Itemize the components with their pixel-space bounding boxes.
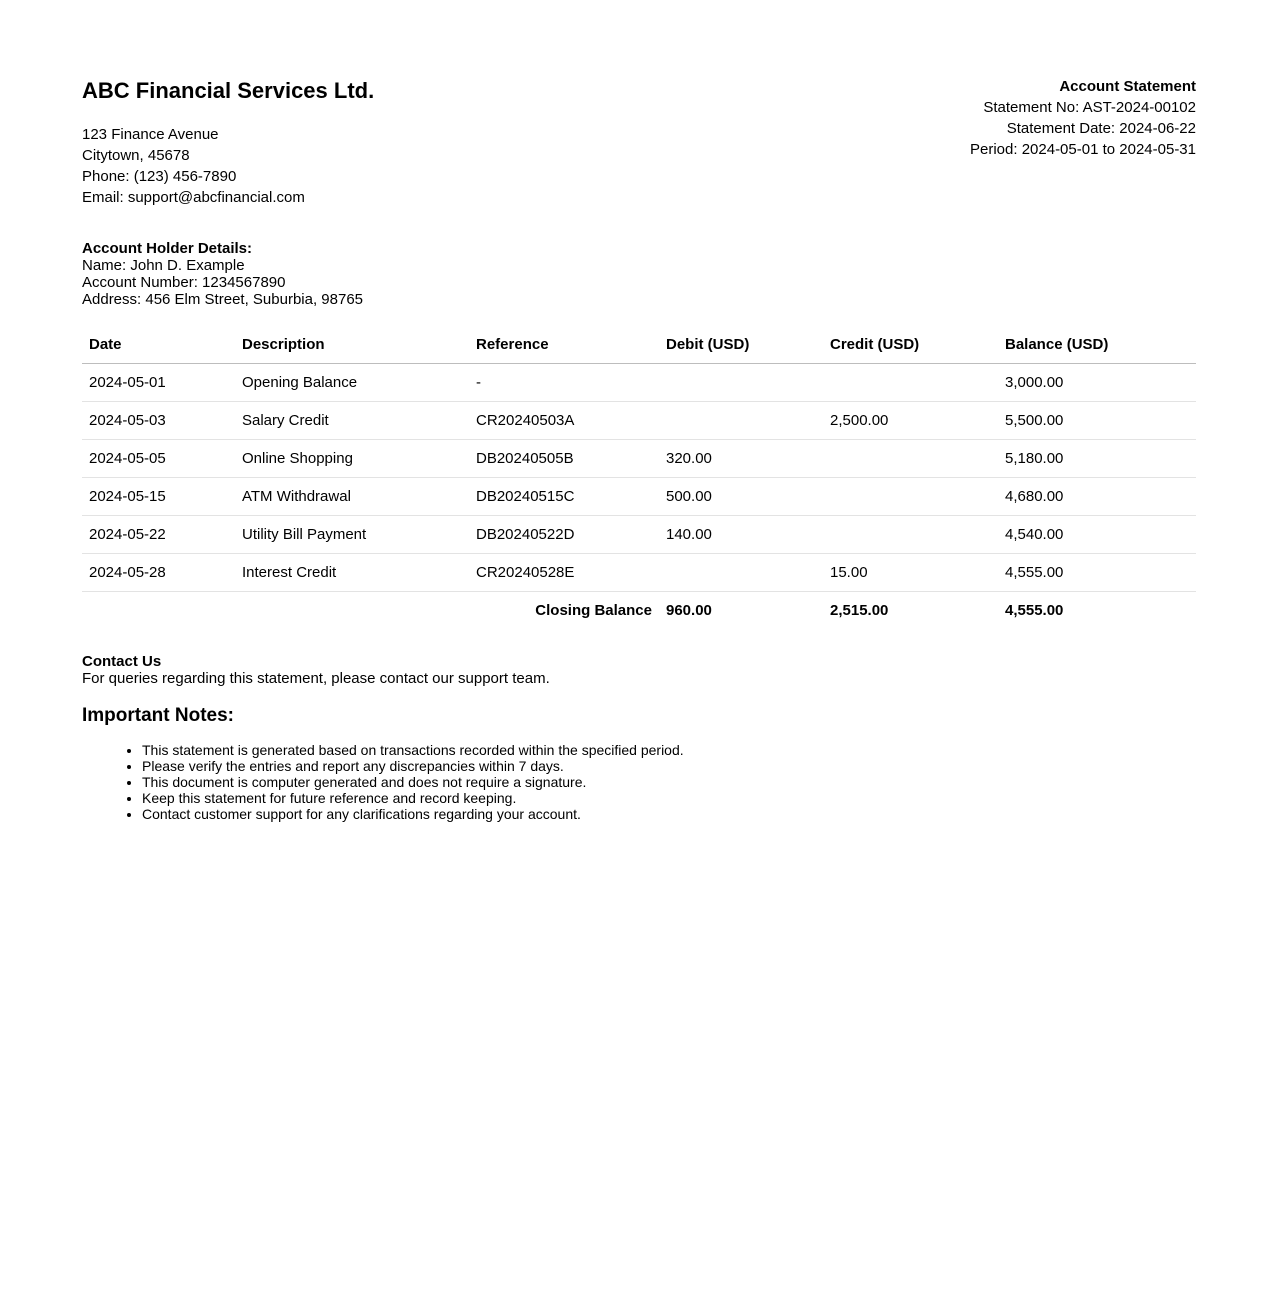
cell-date: 2024-05-05 xyxy=(82,440,235,478)
cell-reference: CR20240503A xyxy=(469,402,659,440)
cell-credit xyxy=(823,478,998,516)
cell-debit xyxy=(659,554,823,592)
cell-description: Salary Credit xyxy=(235,402,469,440)
cell-date: 2024-05-28 xyxy=(82,554,235,592)
list-item: • Keep this statement for future reference and record keeping. xyxy=(142,790,684,806)
account-number: Account Number: 1234567890 xyxy=(82,274,286,291)
cell-debit: 320.00 xyxy=(659,440,823,478)
cell-reference: - xyxy=(469,364,659,402)
account-holder-name: Name: John D. Example xyxy=(82,257,245,274)
cell-balance: 4,540.00 xyxy=(998,516,1196,554)
cell-description: Utility Bill Payment xyxy=(235,516,469,554)
cell-reference: CR20240528E xyxy=(469,554,659,592)
column-header-debit: Debit (USD) xyxy=(659,326,823,364)
cell-balance: 5,500.00 xyxy=(998,402,1196,440)
table-row xyxy=(82,364,1196,402)
contact-label: Contact Us xyxy=(82,653,162,670)
total-credit: 2,515.00 xyxy=(830,602,889,619)
cell-credit: 15.00 xyxy=(823,554,998,592)
cell-description: Online Shopping xyxy=(235,440,469,478)
cell-description: Opening Balance xyxy=(235,364,469,402)
company-name: ABC Financial Services Ltd. xyxy=(82,78,375,103)
statement-date: Statement Date: 2024-06-22 xyxy=(1006,120,1196,137)
total-debit: 960.00 xyxy=(666,602,712,619)
list-item: • Contact customer support for any clarifications regarding your account. xyxy=(142,806,684,822)
column-header-date: Date xyxy=(82,326,235,364)
column-header-balance: Balance (USD) xyxy=(998,326,1196,364)
account-holder-details xyxy=(82,240,363,308)
table-row xyxy=(82,440,1196,478)
account-holder-address: Address: 456 Elm Street, Suburbia, 98765 xyxy=(82,291,364,308)
statement-page xyxy=(82,76,1196,822)
cell-balance: 4,555.00 xyxy=(998,554,1196,592)
list-item: • This document is computer generated and does not require a signature. xyxy=(142,774,684,790)
cell-date: 2024-05-15 xyxy=(82,478,235,516)
cell-description: Interest Credit xyxy=(235,554,469,592)
cell-date: 2024-05-01 xyxy=(82,364,235,402)
cell-debit: 500.00 xyxy=(659,478,823,516)
cell-debit xyxy=(659,402,823,440)
statement-period: Period: 2024-05-01 to 2024-05-31 xyxy=(970,141,1196,158)
cell-date: 2024-05-22 xyxy=(82,516,235,554)
cell-reference: DB20240505B xyxy=(469,440,659,478)
transactions-table xyxy=(82,326,1196,629)
company-address-line1: 123 Finance Avenue xyxy=(82,126,219,143)
table-row xyxy=(82,516,1196,554)
table-row xyxy=(82,402,1196,440)
cell-credit xyxy=(823,440,998,478)
closing-balance-label: Closing Balance xyxy=(535,602,652,619)
total-balance: 4,555.00 xyxy=(1005,602,1064,619)
cell-date: 2024-05-03 xyxy=(82,402,235,440)
table-row xyxy=(82,554,1196,592)
cell-credit xyxy=(823,516,998,554)
table-header-row xyxy=(82,326,1196,364)
company-phone: Phone: (123) 456-7890 xyxy=(82,168,237,185)
list-item: • This statement is generated based on transactions recorded within the specified period. xyxy=(142,742,684,758)
table-row xyxy=(82,478,1196,516)
cell-credit: 2,500.00 xyxy=(823,402,998,440)
cell-balance: 4,680.00 xyxy=(998,478,1196,516)
statement-header xyxy=(82,76,1196,216)
column-header-reference: Reference xyxy=(469,326,659,364)
important-notes-title: Important Notes: xyxy=(82,705,234,726)
column-header-credit: Credit (USD) xyxy=(823,326,998,364)
cell-description: ATM Withdrawal xyxy=(235,478,469,516)
cell-reference: DB20240522D xyxy=(469,516,659,554)
important-notes-list xyxy=(82,742,684,822)
cell-balance: 5,180.00 xyxy=(998,440,1196,478)
statement-number: Statement No: AST-2024-00102 xyxy=(983,99,1196,116)
closing-balance-row xyxy=(82,592,1196,630)
contact-text: For queries regarding this statement, please contact our support team. xyxy=(82,670,550,687)
statement-meta xyxy=(970,76,1196,160)
account-holder-label: Account Holder Details: xyxy=(82,240,253,257)
company-email: Email: support@abcfinancial.com xyxy=(82,189,305,206)
cell-balance: 3,000.00 xyxy=(998,364,1196,402)
cell-credit xyxy=(823,364,998,402)
statement-title: Account Statement xyxy=(1059,78,1196,95)
company-address-line2: Citytown, 45678 xyxy=(82,147,190,164)
list-item: • Please verify the entries and report any discrepancies within 7 days. xyxy=(142,758,684,774)
cell-reference: DB20240515C xyxy=(469,478,659,516)
column-header-description: Description xyxy=(235,326,469,364)
contact-section xyxy=(82,653,550,687)
cell-debit xyxy=(659,364,823,402)
cell-debit: 140.00 xyxy=(659,516,823,554)
company-address xyxy=(82,124,305,208)
